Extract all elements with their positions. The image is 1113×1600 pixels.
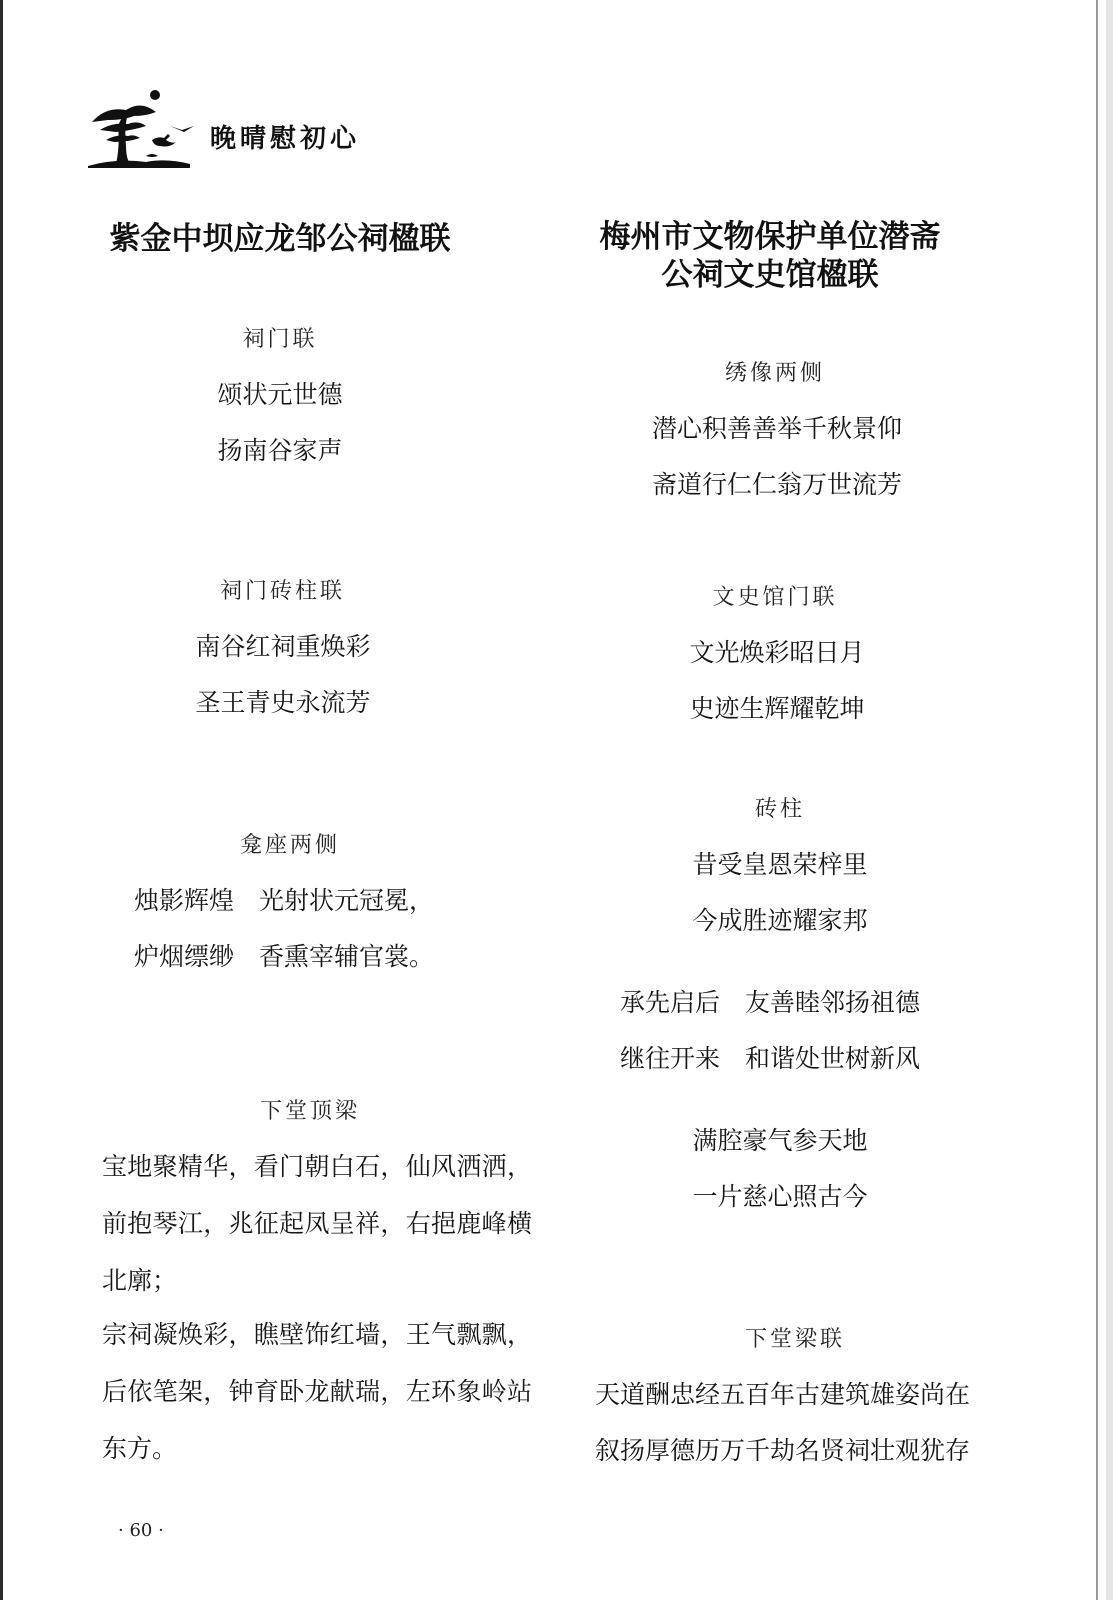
right-s3-heading: 砖柱 [754, 797, 805, 822]
right-s3-line: 继往开来 和谐处世树新风 [620, 1044, 921, 1073]
scan-edge-right [1096, 0, 1098, 1600]
pine-tree-crane-logo-icon [86, 86, 196, 170]
right-article-title-line2: 公祠文史馆楹联 [661, 257, 879, 293]
page-number: · 60 · [118, 1520, 164, 1541]
scan-edge-left [0, 0, 3, 1600]
left-s2-heading: 祠门砖柱联 [219, 579, 345, 604]
right-s4-line: 天道酬忠经五百年古建筑雄姿尚在 [595, 1380, 971, 1409]
left-s3-line: 烛影辉煌 光射状元冠冕， [134, 886, 435, 915]
left-s4-heading: 下堂顶梁 [259, 1099, 360, 1124]
brand-title: 晚晴慰初心 [210, 124, 361, 154]
right-s3-line: 今成胜迹耀家邦 [692, 906, 868, 935]
right-s1-heading: 绣像两侧 [724, 361, 825, 386]
left-s4-paragraph: 宗祠凝焕彩，瞧壁饰红墙，王气飘飘，后依笔架，钟育卧龙献瑞，左环象岭站东方。 [102, 1320, 532, 1463]
left-s1-line: 扬南谷家声 [217, 436, 343, 465]
left-s3-line: 炉烟缥缈 香熏宰辅官裳。 [134, 942, 435, 971]
right-s3-line: 一片慈心照古今 [692, 1182, 868, 1211]
left-s3-heading: 龛座两侧 [239, 833, 340, 858]
right-s1-line: 斋道行仁仁翁万世流芳 [651, 470, 902, 499]
left-s2-line: 圣王青史永流芳 [195, 688, 371, 717]
right-s4-line: 叙扬厚德历万千劫名贤祠壮观犹存 [595, 1436, 971, 1465]
right-s3-line: 满腔豪气参天地 [692, 1126, 868, 1155]
right-s1-line: 潜心积善善举千秋景仰 [651, 414, 902, 443]
right-article-title-line1: 梅州市文物保护单位潜斋 [599, 219, 941, 255]
left-article-title: 紫金中坝应龙邹公祠楹联 [109, 221, 451, 257]
right-s2-line: 史迹生辉耀乾坤 [689, 694, 865, 723]
right-s2-heading: 文史馆门联 [712, 585, 838, 610]
right-s4-heading: 下堂梁联 [744, 1327, 845, 1352]
left-s2-line: 南谷红祠重焕彩 [195, 632, 371, 661]
left-s1-heading: 祠门联 [242, 327, 318, 352]
left-s1-line: 颂状元世德 [217, 380, 343, 409]
left-s4-paragraph: 宝地聚精华，看门朝白石，仙风洒洒，前抱琴江，兆征起凤呈祥，右挹鹿峰横北廓； [102, 1152, 532, 1295]
right-s3-line: 承先启后 友善睦邻扬祖德 [620, 988, 921, 1017]
right-s2-line: 文光焕彩昭日月 [689, 638, 865, 667]
scan-edge-right-shadow [1106, 0, 1113, 1600]
right-s3-line: 昔受皇恩荣梓里 [692, 850, 868, 879]
